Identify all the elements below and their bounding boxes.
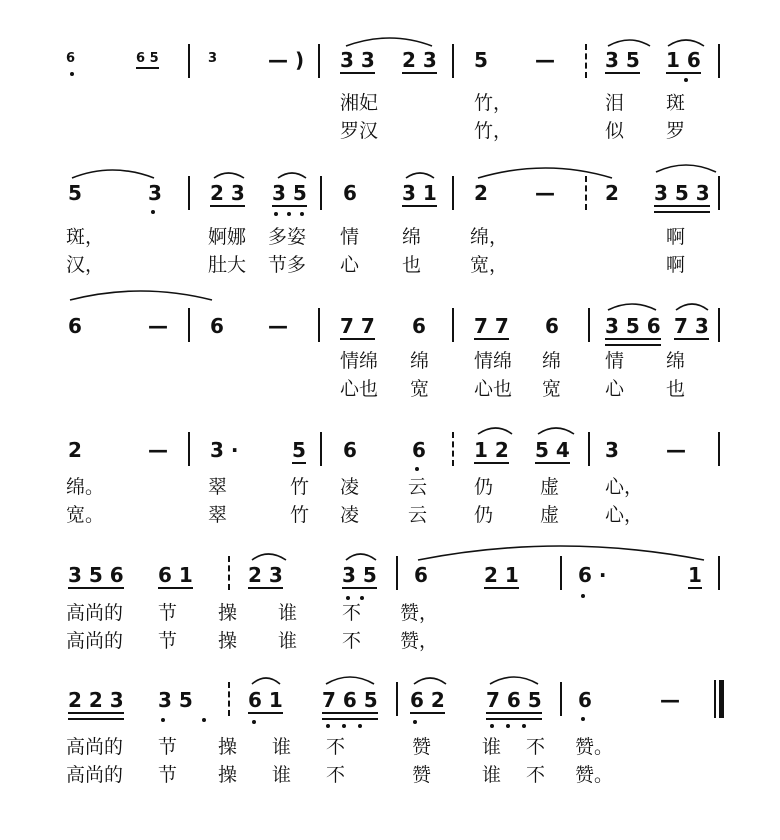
note-group: 5 4 xyxy=(535,438,570,462)
lyric: 宽， xyxy=(470,254,509,276)
lyric: 绵。 xyxy=(66,476,105,498)
lyric: 绵 xyxy=(410,350,430,372)
note: 3 xyxy=(605,438,619,462)
note-group: 3 1 xyxy=(402,181,437,205)
dotted-note: 6 · xyxy=(578,563,607,587)
lyric: 情绵 xyxy=(340,350,379,372)
note: 6 xyxy=(414,563,428,587)
lyric: 操 xyxy=(218,736,238,758)
lyric: 云 xyxy=(408,476,428,498)
lyric: 赞 xyxy=(412,764,432,786)
slur xyxy=(406,173,434,178)
note-group: 6 2 xyxy=(410,688,445,712)
lyric: 翠 xyxy=(208,476,228,498)
slur xyxy=(608,304,656,310)
dash: — xyxy=(535,181,555,205)
dash: — xyxy=(148,438,168,462)
lyric: 心 xyxy=(605,378,625,400)
lyric: 绵 xyxy=(542,350,562,372)
dash: — xyxy=(148,314,168,338)
note-group: 3 5 xyxy=(158,688,193,712)
lyric: 绵， xyxy=(470,226,509,248)
lyric: 高尚的 xyxy=(66,602,124,624)
slur xyxy=(656,165,716,172)
slur xyxy=(414,678,446,684)
lyric: 竹， xyxy=(474,92,513,114)
lyric: 赞， xyxy=(400,602,439,624)
lyric: 心也 xyxy=(474,378,513,400)
lyric: 凌 xyxy=(340,476,360,498)
note-group: 2 3 xyxy=(210,181,245,205)
lyric: 心， xyxy=(605,476,644,498)
slur xyxy=(538,428,574,434)
slur xyxy=(252,678,280,684)
lyric: 赞。 xyxy=(575,736,614,758)
lyric: 虚 xyxy=(540,504,560,526)
lyric: 似 xyxy=(605,120,625,142)
lyric: 仍 xyxy=(474,476,494,498)
dotted-note: 3 · xyxy=(210,438,239,462)
lyric: 谁 xyxy=(272,764,292,786)
lyric: 赞， xyxy=(400,630,439,652)
lyric: 汉， xyxy=(66,254,105,276)
note: 3 xyxy=(148,181,162,205)
slur xyxy=(478,428,512,434)
slur xyxy=(676,304,708,310)
note-group: 2 1 xyxy=(484,563,519,587)
lyric: 不 xyxy=(342,630,362,652)
lyric: 节多 xyxy=(268,254,307,276)
lyric: 心也 xyxy=(340,378,379,400)
lyric: 情绵 xyxy=(474,350,513,372)
lyric: 情 xyxy=(605,350,625,372)
lyric: 谁 xyxy=(482,736,502,758)
note-group: 2 3 xyxy=(402,48,437,72)
lyric: 不 xyxy=(526,764,546,786)
note: 2 xyxy=(605,181,619,205)
lyric: 操 xyxy=(218,630,238,652)
slur xyxy=(70,291,212,300)
lyric: 竹， xyxy=(474,120,513,142)
lyric: 凌 xyxy=(340,504,360,526)
lyric: 罗 xyxy=(666,120,686,142)
lyric: 绵 xyxy=(402,226,422,248)
lyric: 高尚的 xyxy=(66,630,124,652)
lyric: 谁 xyxy=(482,764,502,786)
note: 2 xyxy=(68,438,82,462)
note: 6 xyxy=(210,314,224,338)
note-group: 3 5 xyxy=(342,563,377,587)
lyric: 宽 xyxy=(410,378,430,400)
slur xyxy=(72,170,154,178)
slur xyxy=(608,40,650,46)
note-group: 3 5 3 xyxy=(654,181,710,205)
slur xyxy=(478,168,612,178)
lyric: 不 xyxy=(526,736,546,758)
note-group: 1 2 xyxy=(474,438,509,462)
lyric: 云 xyxy=(408,504,428,526)
dash-rest: — ) xyxy=(268,48,305,72)
lyric: 竹 xyxy=(290,504,310,526)
note-group: 7 6 5 xyxy=(486,688,542,712)
dash: — xyxy=(268,314,288,338)
lyric: 斑， xyxy=(66,226,105,248)
note-group: 2 2 3 xyxy=(68,688,124,712)
slur xyxy=(346,38,432,46)
lyric: 操 xyxy=(218,602,238,624)
lyric: 宽 xyxy=(542,378,562,400)
dash: — xyxy=(535,48,555,72)
lyric: 婀娜 xyxy=(208,226,247,248)
lyric: 不 xyxy=(342,602,362,624)
note: 6 xyxy=(412,438,426,462)
slur xyxy=(214,173,244,178)
lyric: 绵 xyxy=(666,350,686,372)
lyric: 节 xyxy=(158,736,178,758)
lyric: 节 xyxy=(158,764,178,786)
slur xyxy=(278,173,306,178)
note: 3 xyxy=(208,51,218,66)
lyric: 罗汉 xyxy=(340,120,379,142)
note-group: 3 5 6 xyxy=(605,314,661,338)
note: 5 xyxy=(68,181,82,205)
note: 6 xyxy=(66,51,76,66)
note-group: 7 7 xyxy=(474,314,509,338)
note-group: 3 5 xyxy=(272,181,307,205)
lyric: 湘妃 xyxy=(340,92,379,114)
note-group: 7 7 xyxy=(340,314,375,338)
lyric: 多姿 xyxy=(268,226,307,248)
lyric: 操 xyxy=(218,764,238,786)
note: 1 xyxy=(688,563,702,587)
lyric: 节 xyxy=(158,602,178,624)
lyric: 心， xyxy=(605,504,644,526)
note-group: 6 1 xyxy=(158,563,193,587)
lyric: 不 xyxy=(326,736,346,758)
note-group: 3 3 xyxy=(340,48,375,72)
note-group: 3 5 6 xyxy=(68,563,124,587)
lyric: 高尚的 xyxy=(66,736,124,758)
slur xyxy=(668,40,704,46)
note-group: 7 6 5 xyxy=(322,688,378,712)
lyric: 赞。 xyxy=(575,764,614,786)
lyric: 啊 xyxy=(666,254,686,276)
note: 5 xyxy=(474,48,488,72)
lyric: 肚大 xyxy=(208,254,247,276)
lyric: 竹 xyxy=(290,476,310,498)
dash: — xyxy=(660,688,680,712)
lyric: 谁 xyxy=(278,630,298,652)
note: 6 xyxy=(578,688,592,712)
lyric: 翠 xyxy=(208,504,228,526)
note: 2 xyxy=(474,181,488,205)
lyric: 宽。 xyxy=(66,504,105,526)
note: 6 xyxy=(412,314,426,338)
note-group: 2 3 xyxy=(248,563,283,587)
note-group: 7 3 xyxy=(674,314,709,338)
lyric: 谁 xyxy=(278,602,298,624)
lyric: 心 xyxy=(340,254,360,276)
lyric: 泪 xyxy=(605,92,625,114)
slur xyxy=(326,677,374,684)
slur xyxy=(346,554,376,560)
lyric: 情 xyxy=(340,226,360,248)
lyric: 啊 xyxy=(666,226,686,248)
note: 5 xyxy=(292,438,306,462)
note-group: 1 6 xyxy=(666,48,701,72)
lyric: 斑 xyxy=(666,92,686,114)
lyric: 高尚的 xyxy=(66,764,124,786)
slur xyxy=(252,554,286,560)
note-group: 6 1 xyxy=(248,688,283,712)
note: 6 xyxy=(343,438,357,462)
dash: — xyxy=(666,438,686,462)
slur xyxy=(418,546,704,560)
lyric: 仍 xyxy=(474,504,494,526)
lyric: 也 xyxy=(666,378,686,400)
note: 6 xyxy=(545,314,559,338)
lyric: 赞 xyxy=(412,736,432,758)
lyric: 虚 xyxy=(540,476,560,498)
lyric: 也 xyxy=(402,254,422,276)
note: 6 xyxy=(343,181,357,205)
lyric: 不 xyxy=(326,764,346,786)
note-group: 6 5 xyxy=(136,52,159,69)
lyric: 谁 xyxy=(272,736,292,758)
slur xyxy=(490,677,538,684)
note: 6 xyxy=(68,314,82,338)
lyric: 节 xyxy=(158,630,178,652)
note-group: 3 5 xyxy=(605,48,640,72)
